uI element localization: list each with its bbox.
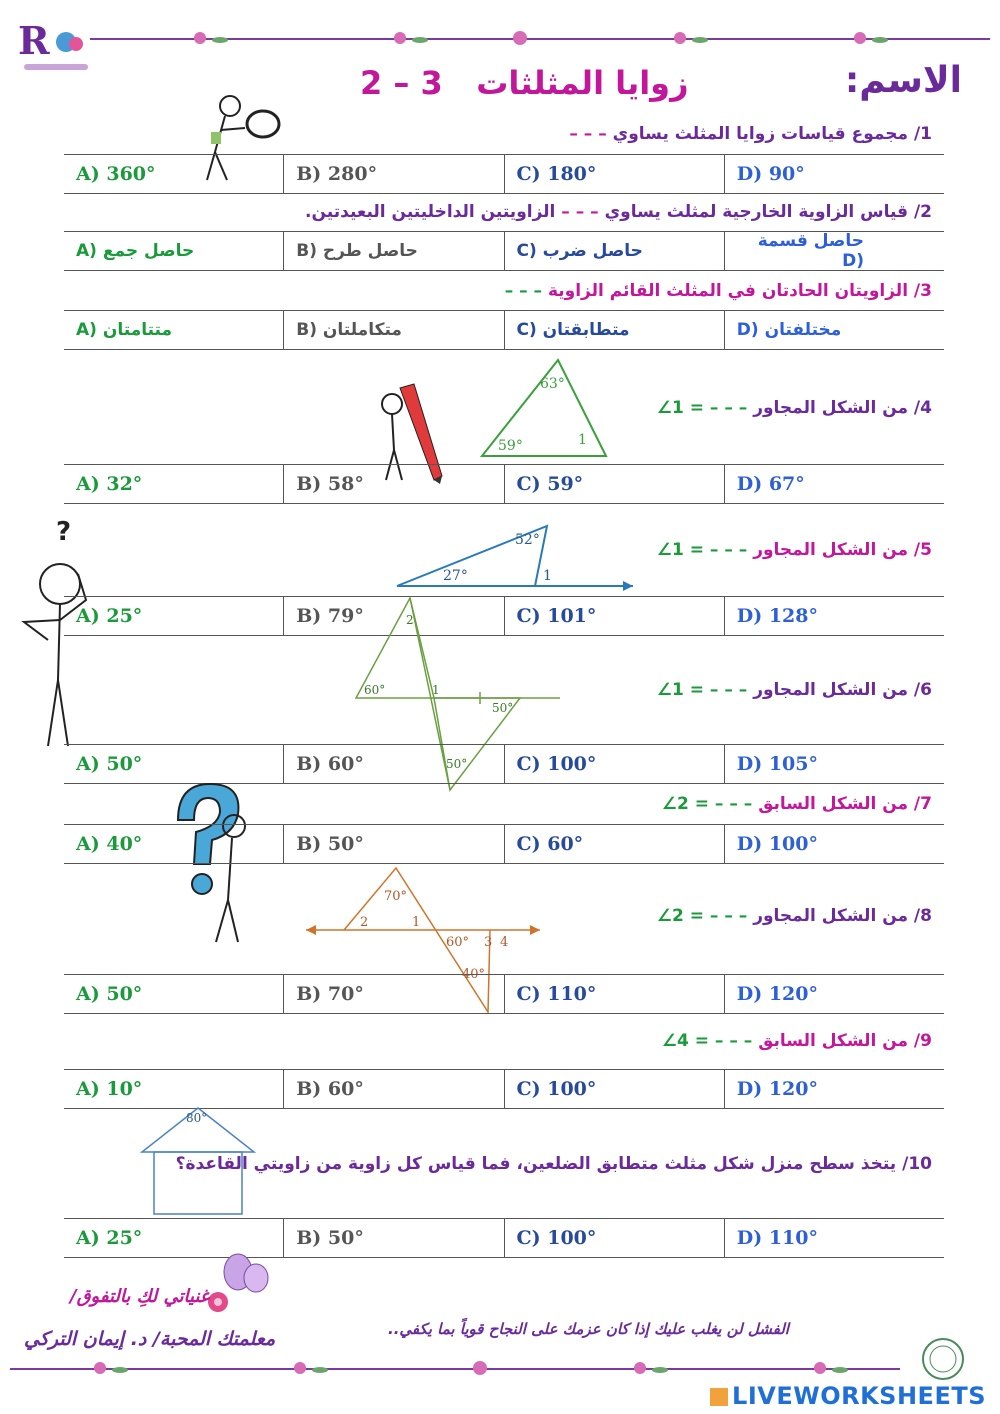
option-a[interactable]: A) 25° [76,605,143,627]
option-c[interactable]: C) 100° [504,1070,724,1108]
option-d[interactable]: D) 120° [724,975,944,1013]
triangle-figure-5 [395,500,640,592]
question-2: 2/ قياس الزاوية الخارجية لمثلث يساوي – – – الزاويتين الداخليتين البعيدتين. [305,202,932,222]
option-a[interactable]: A) 50° [76,753,143,775]
option-c[interactable]: متطابقتان (C [504,311,724,349]
bottom-floral-border [0,1356,1000,1382]
option-a[interactable]: A) 25° [76,1227,143,1249]
question-10: 10/ يتخذ سطح منزل شكل مثلث متطابق الضلعين، فما قياس كل زاوية من زاويتي القاعدة؟ [175,1154,932,1174]
angle-label: 4 [500,935,509,950]
butterfly-flower-icon [200,1250,272,1320]
option-d[interactable]: مختلفتان (D [724,311,944,349]
options-row-8 [64,974,944,1014]
option-c[interactable]: C) 100° [504,1219,724,1257]
school-logo [14,14,98,84]
option-d[interactable]: D) 128° [724,597,944,635]
question-5: 5/ من الشكل المجاور – – – = 1∠ [656,540,932,560]
question-8: 8/ من الشكل المجاور – – – = 2∠ [656,906,932,926]
angle-label: 2 [360,915,369,930]
options-row-9 [64,1069,944,1109]
option-c[interactable]: C) 180° [504,155,724,193]
svg-text:R: R [18,18,50,63]
option-d[interactable]: D) 67° [724,465,944,503]
option-c[interactable]: C) 60° [504,825,724,863]
option-b[interactable]: B) 50° [283,825,503,863]
option-c[interactable]: C) 110° [504,975,724,1013]
footer-teacher: معلمتك المحبة/ د. إيمان التركي [24,1328,276,1350]
options-row-1 [64,154,944,194]
angle-label: 80° [186,1111,208,1125]
option-a[interactable]: A) 40° [76,833,143,855]
option-b[interactable]: B) 79° [283,597,503,635]
title-text: زوايا المثلثات [476,64,689,102]
question-7: 7/ من الشكل السابق – – – = 2∠ [661,794,932,814]
option-d[interactable]: D) 105° [724,745,944,783]
angle-label: 63° [540,376,565,392]
options-row-2 [64,231,944,271]
angle-label: 60° [446,935,470,950]
question-9: 9/ من الشكل السابق – – – = 4∠ [661,1031,932,1051]
option-a[interactable]: متتامتان (A [76,320,173,340]
option-a[interactable]: A) 10° [76,1078,143,1100]
angle-label: 2 [406,613,414,627]
options-row-6 [64,744,944,784]
angle-label: 1 [432,683,440,697]
question-1: 1/ مجموع قياسات زوايا المثلث يساوي – – – [569,124,932,144]
option-b[interactable]: B) 58° [283,465,503,503]
option-d[interactable]: D) 100° [724,825,944,863]
options-row-3 [64,310,944,350]
option-d[interactable]: D) 120° [724,1070,944,1108]
option-a[interactable]: A) 50° [76,983,143,1005]
question-4: 4/ من الشكل المجاور – – – = 1∠ [656,398,932,418]
footer-wish: غنياتي لكِ بالتفوق/ [70,1286,210,1307]
angle-label: 50° [492,701,514,715]
angle-label: 59° [498,438,523,454]
option-d[interactable]: D) 90° [724,155,944,193]
top-floral-border [0,26,1000,52]
liveworksheets-brand: LIVEWORKSHEETS [710,1382,986,1410]
triangle-figure-4 [478,356,610,460]
angle-label: 70° [384,889,408,904]
options-row-10 [64,1218,944,1258]
question-6: 6/ من الشكل المجاور – – – = 1∠ [656,680,932,700]
option-b[interactable]: B) 70° [283,975,503,1013]
option-d[interactable]: D) 110° [724,1219,944,1257]
option-d[interactable]: حاصل قسمة (D [724,232,944,270]
option-c[interactable]: C) 100° [504,745,724,783]
angle-label: 50° [446,757,468,771]
angle-label: 60° [364,683,386,697]
angle-label: 40° [462,967,486,982]
options-row-7 [64,824,944,864]
calligraphy-seal-icon [918,1336,968,1382]
angle-label: 1 [578,432,587,448]
angle-label: 3 [484,935,493,950]
option-b[interactable]: حاصل طرح (B [283,232,503,270]
option-a[interactable]: حاصل جمع (A [76,241,195,261]
brand-logo-icon [710,1388,728,1406]
question-3: 3/ الزاويتان الحادتان في المثلث القائم الزاوية – – – [504,281,932,301]
angle-label: 52° [515,532,540,548]
option-c[interactable]: C) 59° [504,465,724,503]
option-a[interactable]: A) 32° [76,473,143,495]
name-label: الاسم: [844,60,962,101]
option-b[interactable]: B) 50° [283,1219,503,1257]
title-number: 2 – 3 [360,64,443,102]
option-b[interactable]: متكاملتان (B [283,311,503,349]
angle-label: 1 [543,568,552,584]
angle-label: 1 [412,915,421,930]
page-title [360,64,688,102]
footer-quote: الفشل لن يغلب عليك إذا كان عزمك على النجاح قوياً بما يكفي.. [388,1320,789,1338]
option-b[interactable]: B) 60° [283,1070,503,1108]
option-c[interactable]: حاصل ضرب (C [504,232,724,270]
svg-text:?: ? [56,517,72,547]
angle-label: 27° [443,568,468,584]
option-b[interactable]: B) 280° [283,155,503,193]
option-b[interactable]: B) 60° [283,745,503,783]
option-a[interactable]: A) 360° [76,163,156,185]
options-row-4 [64,464,944,504]
option-c[interactable]: C) 101° [504,597,724,635]
